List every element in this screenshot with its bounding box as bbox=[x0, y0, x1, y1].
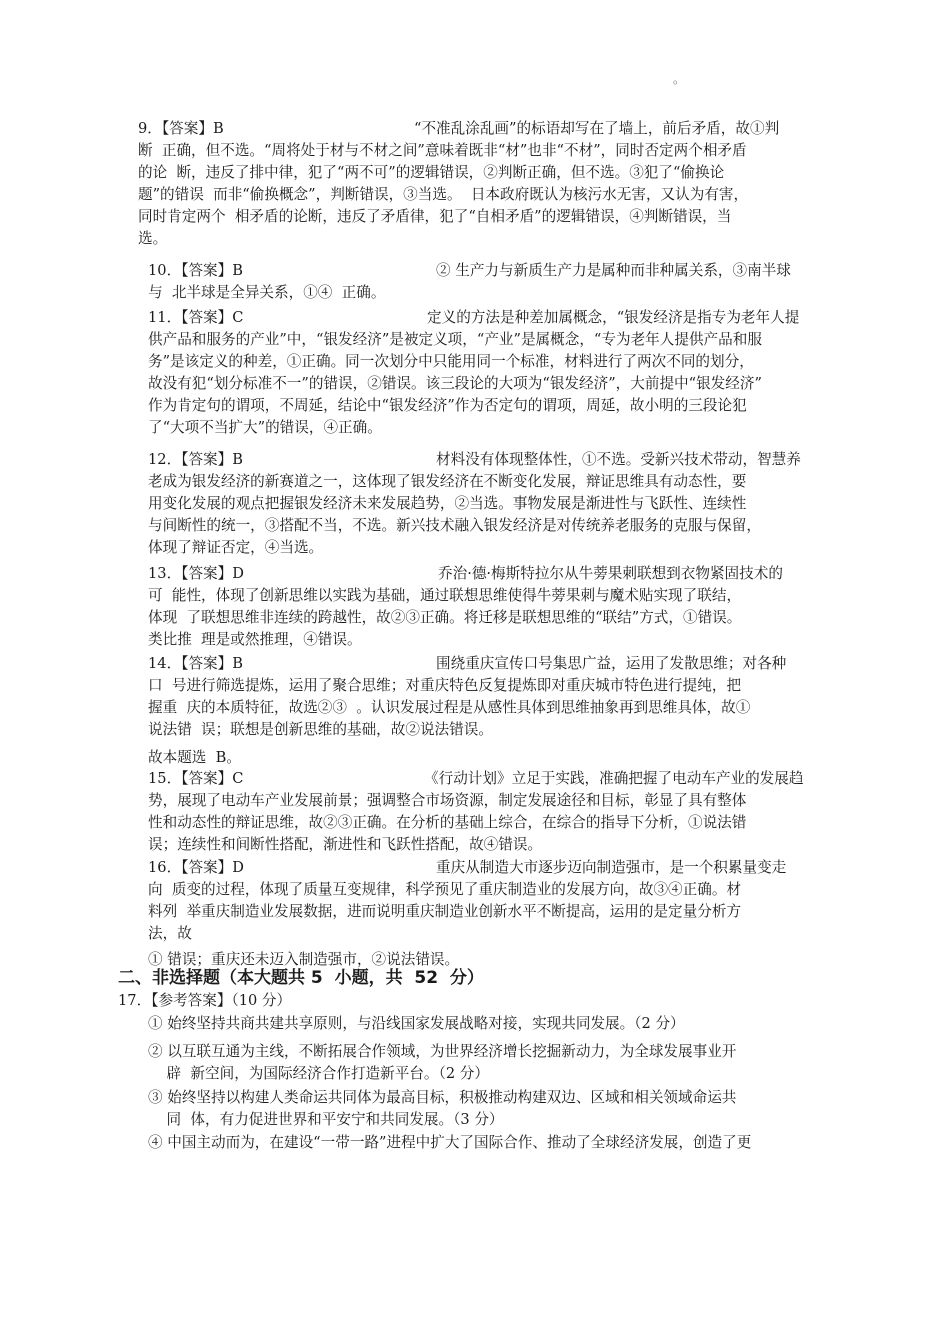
answer-13-number: 13．【答案】D bbox=[148, 565, 244, 582]
answer-line: 乔治·德·梅斯特拉尔从牛蒡果刺联想到衣物紧固技术的 bbox=[438, 565, 783, 582]
answer-15 bbox=[148, 768, 848, 856]
answer-line: 的论 断，违反了排中律，犯了“两不可”的逻辑错误，②判断正确，但不选。③犯了“偷换论 bbox=[138, 164, 725, 181]
answer-line: 向 质变的过程，体现了质量互变规律，科学预见了重庆制造业的发展方向，故③④正确。材 bbox=[148, 881, 742, 898]
answer-10 bbox=[148, 260, 838, 304]
answer-line: 老成为银发经济的新赛道之一，这体现了银发经济在不断变化发展，辩证思维具有动态性，要 bbox=[148, 473, 747, 490]
answer-17-item-2 bbox=[148, 1041, 848, 1085]
answer-line: 选。 bbox=[138, 230, 168, 247]
answer-line: 了“大项不当扩大”的错误，④正确。 bbox=[148, 419, 382, 436]
answer-line: 法，故 bbox=[148, 925, 192, 942]
answer-line: 同 体，有力促进世界和平安宁和共同发展。（3 分） bbox=[148, 1111, 504, 1128]
answer-line: 故本题选 B。 bbox=[148, 749, 241, 766]
answer-line: 类比推 理是或然推理，④错误。 bbox=[148, 631, 362, 648]
answer-15-number: 15．【答案】C bbox=[148, 770, 244, 787]
answer-line: ② 生产力与新质生产力是属种而非种属关系，③南半球 bbox=[436, 262, 791, 279]
answer-17-item-4 bbox=[148, 1132, 848, 1154]
answer-line: 定义的方法是种差加属概念，“银发经济是指专为老年人提 bbox=[427, 309, 800, 326]
answer-line: 同时肯定两个 相矛盾的论断，违反了矛盾律，犯了“自相矛盾”的逻辑错误，④判断错误，当 bbox=[138, 208, 732, 225]
answer-12 bbox=[148, 449, 848, 559]
answer-17-item-1 bbox=[148, 1013, 848, 1035]
answer-line: 围绕重庆宣传口号集思广益，运用了发散思维；对各种 bbox=[436, 655, 787, 672]
answer-12-number: 12．【答案】B bbox=[148, 451, 243, 468]
answer-line: ③ 始终坚持以构建人类命运共同体为最高目标，积极推动构建双边、区域和相关领域命运共 bbox=[148, 1089, 737, 1106]
answer-9-number: 9．【答案】B bbox=[138, 120, 224, 137]
question-17-tag: 17．【参考答案】（10 分） bbox=[118, 992, 292, 1009]
answer-line: 材料没有体现整体性，①不选。受新兴技术带动，智慧养 bbox=[436, 451, 801, 468]
section-heading: 二、非选择题（本大题共 5 小题，共 52 分） bbox=[118, 968, 484, 988]
answer-line: 体现 了联想思维非连续的跨越性，故②③正确。将迁移是联想思维的“联结”方式，①错误。 bbox=[148, 609, 742, 626]
answer-line: 误；连续性和间断性搭配，渐进性和飞跃性搭配，故④错误。 bbox=[148, 836, 543, 853]
answer-line: 体现了辩证否定，④当选。 bbox=[148, 539, 324, 556]
answer-line: ① 始终坚持共商共建共享原则，与沿线国家发展战略对接，实现共同发展。（2 分） bbox=[148, 1015, 685, 1032]
answer-16 bbox=[148, 857, 848, 971]
answer-10-number: 10．【答案】B bbox=[148, 262, 243, 279]
answer-line: 故没有犯“划分标准不一”的错误，②错误。该三段论的大项为“银发经济”，大前提中“银发经济” bbox=[148, 375, 762, 392]
answer-line: 口 号进行筛选提炼，运用了聚合思维；对重庆特色反复提炼即对重庆城市特色进行提纯，把 bbox=[148, 677, 742, 694]
answer-9 bbox=[138, 118, 838, 250]
answer-line: 可 能性，体现了创新思维以实践为基础，通过联想思维使得牛蒡果刺与魔术贴实现了联结， bbox=[148, 587, 742, 604]
answer-line: 说法错 误；联想是创新思维的基础，故②说法错误。 bbox=[148, 721, 493, 738]
answer-16-number: 16．【答案】D bbox=[148, 859, 244, 876]
page-marker: 。 bbox=[673, 72, 686, 86]
answer-14 bbox=[148, 653, 848, 769]
answer-11-number: 11．【答案】C bbox=[148, 309, 244, 326]
answer-line: 与 北半球是全异关系，①④ 正确。 bbox=[148, 284, 386, 301]
answer-17-item-3 bbox=[148, 1087, 848, 1131]
answer-line: ① 错误；重庆还未迈入制造强市，②说法错误。 bbox=[148, 951, 460, 968]
answer-line: ④ 中国主动而为，在建设“一带一路”进程中扩大了国际合作、推动了全球经济发展，创造了更 bbox=[148, 1134, 752, 1151]
answer-line: ② 以互联互通为主线，不断拓展合作领域，为世界经济增长挖掘新动力，为全球发展事业开 bbox=[148, 1043, 737, 1060]
answer-line: 握重 庆的本质特征，故选②③ 。认识发展过程是从感性具体到思维抽象再到思维具体，故① bbox=[148, 699, 751, 716]
answer-line: 作为肯定句的谓项，不周延，结论中“银发经济”作为否定句的谓项，周延，故小明的三段论犯 bbox=[148, 397, 747, 414]
answer-line: 辟 新空间，为国际经济合作打造新平台。（2 分） bbox=[148, 1065, 489, 1082]
answer-line: 务”是该定义的种差，①正确。同一次划分中只能用同一个标准，材料进行了两次不同的划分， bbox=[148, 353, 754, 370]
answer-line: 用变化发展的观点把握银发经济未来发展趋势，②当选。事物发展是渐进性与飞跃性、连续性 bbox=[148, 495, 747, 512]
answer-line: 性和动态性的辩证思维，故②③正确。在分析的基础上综合，在综合的指导下分析，①说法错 bbox=[148, 814, 747, 831]
answer-line: “不准乱涂乱画”的标语却写在了墙上，前后矛盾，故①判 bbox=[414, 120, 780, 137]
answer-14-number: 14．【答案】B bbox=[148, 655, 243, 672]
answer-13 bbox=[148, 563, 848, 651]
answer-line: 断 正确，但不选。“周将处于材与不材之间”意味着既非“材”也非“不材”，同时否定两个相矛盾 bbox=[138, 142, 747, 159]
answer-11 bbox=[148, 307, 848, 439]
answer-line: 势，展现了电动车产业发展前景；强调整合市场资源，制定发展途径和目标，彰显了具有整体 bbox=[148, 792, 747, 809]
answer-line: 与间断性的统一，③搭配不当，不选。新兴技术融入银发经济是对传统养老服务的克服与保留， bbox=[148, 517, 761, 534]
answer-line: 题”的错误 而非“偷换概念”，判断错误，③当选。 日本政府既认为核污水无害，又认为有害， bbox=[138, 186, 749, 203]
answer-line: 料列 举重庆制造业发展数据，进而说明重庆制造业创新水平不断提高，运用的是定量分析方 bbox=[148, 903, 742, 920]
answer-line: 供产品和服务的产业”中，“银发经济”是被定义项，“产业”是属概念，“专为老年人提供产品和服 bbox=[148, 331, 762, 348]
answer-line: 重庆从制造大市逐步迈向制造强市，是一个积累量变走 bbox=[436, 859, 787, 876]
answer-line: 《行动计划》立足于实践，准确把握了电动车产业的发展趋 bbox=[424, 770, 804, 787]
